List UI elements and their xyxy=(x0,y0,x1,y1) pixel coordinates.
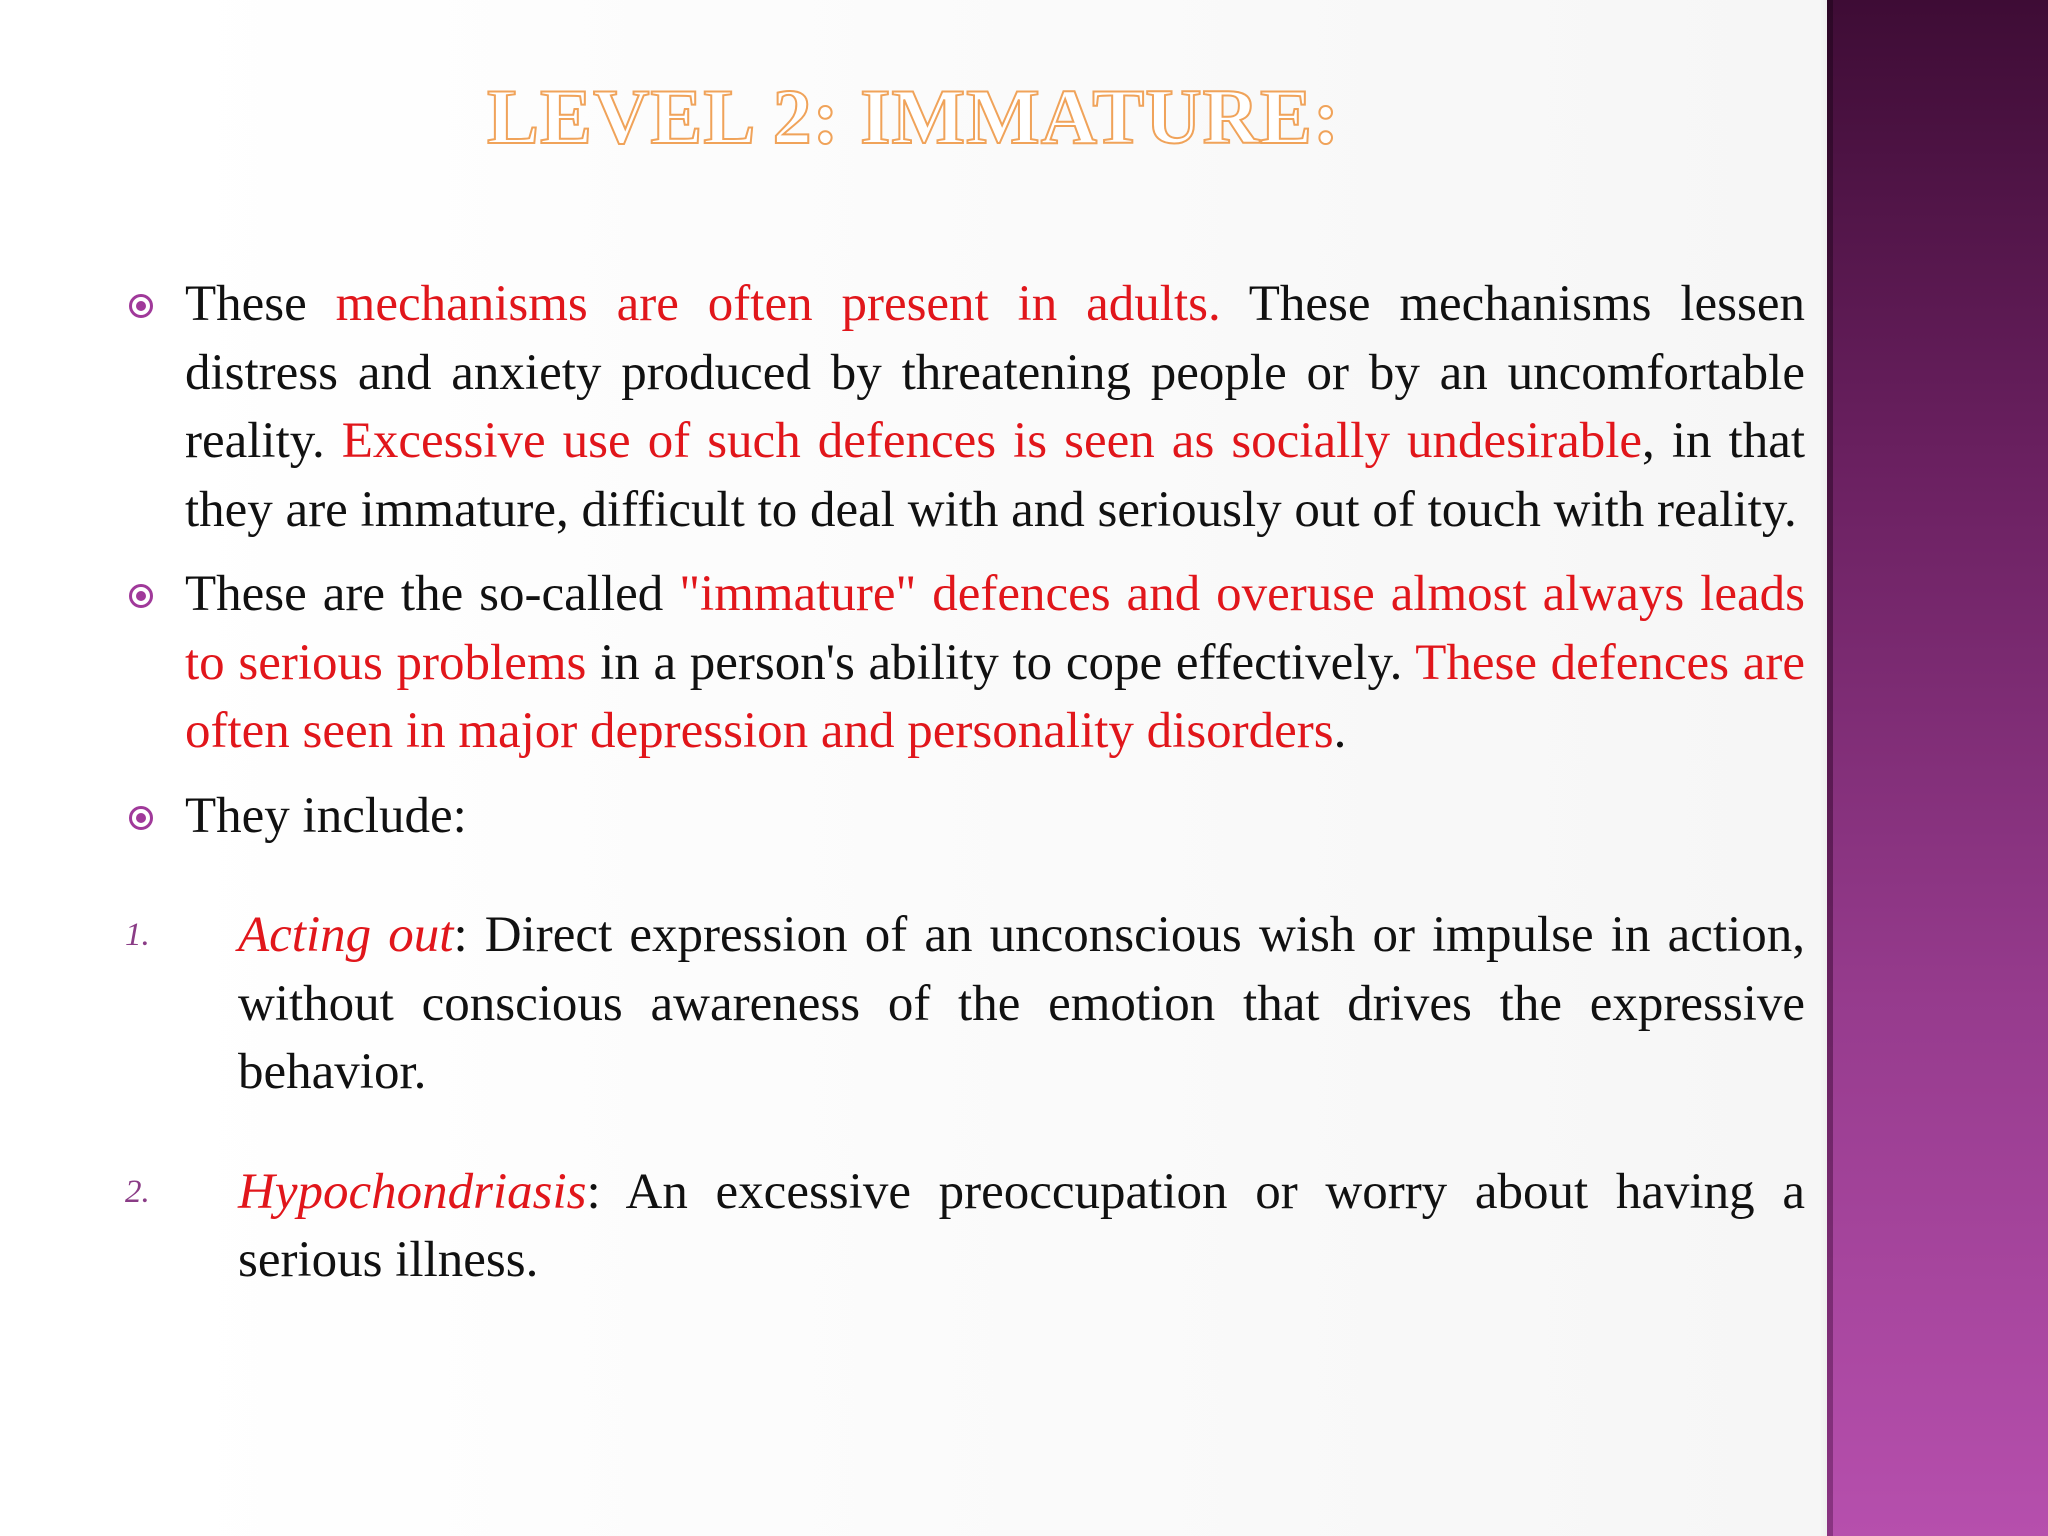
highlight-text: mechanisms are often present in adults. xyxy=(335,276,1221,332)
text-segment: These xyxy=(185,276,336,332)
text-segment: These mechanisms lessen distress and anxiety produced by threatening people or by an uncomfortable reality. xyxy=(185,276,1805,469)
slide-content xyxy=(125,270,1805,1313)
text-segment: These are the so-called xyxy=(185,566,680,622)
item-definition: : Direct expression of an unconscious wish or impulse in action, without conscious awareness of the emotion that drives the expressive behavior. xyxy=(238,907,1805,1100)
text-segment: . xyxy=(1333,703,1347,759)
item-number: 2. xyxy=(125,1173,150,1210)
bullet-paragraph-1 xyxy=(185,270,1805,544)
item-number: 1. xyxy=(125,917,150,953)
text-segment: , in that they are immature, difficult to deal with and seriously out of touch with reality. xyxy=(185,413,1805,538)
text-segment: They include: xyxy=(185,787,467,844)
highlight-text: Excessive use of such defences is seen as socially undesirable xyxy=(341,413,1643,469)
highlight-text: These defences are often seen in major depression and personality disorders xyxy=(185,634,1805,759)
slide-title: LEVEL 2: IMMATURE: xyxy=(487,73,1340,160)
circle-dot-icon xyxy=(128,805,154,831)
item-term: Acting out xyxy=(238,907,454,963)
numbered-item-1 xyxy=(125,901,1805,1107)
circle-dot-icon xyxy=(128,583,154,609)
side-decorative-panel xyxy=(1827,0,2048,1536)
highlight-text: "immature" defences and overuse almost always leads to serious problems xyxy=(185,566,1805,691)
bullet-paragraph-3 xyxy=(185,782,1805,851)
bullet-paragraph-2 xyxy=(185,560,1805,766)
numbered-item-2 xyxy=(125,1158,1805,1295)
circle-dot-icon xyxy=(128,293,154,319)
item-term: Hypochondriasis xyxy=(238,1163,587,1220)
item-definition: : An excessive preoccupation or worry about having a serious illness. xyxy=(238,1163,1805,1288)
text-segment: in a person's ability to cope effectively. xyxy=(586,634,1416,691)
